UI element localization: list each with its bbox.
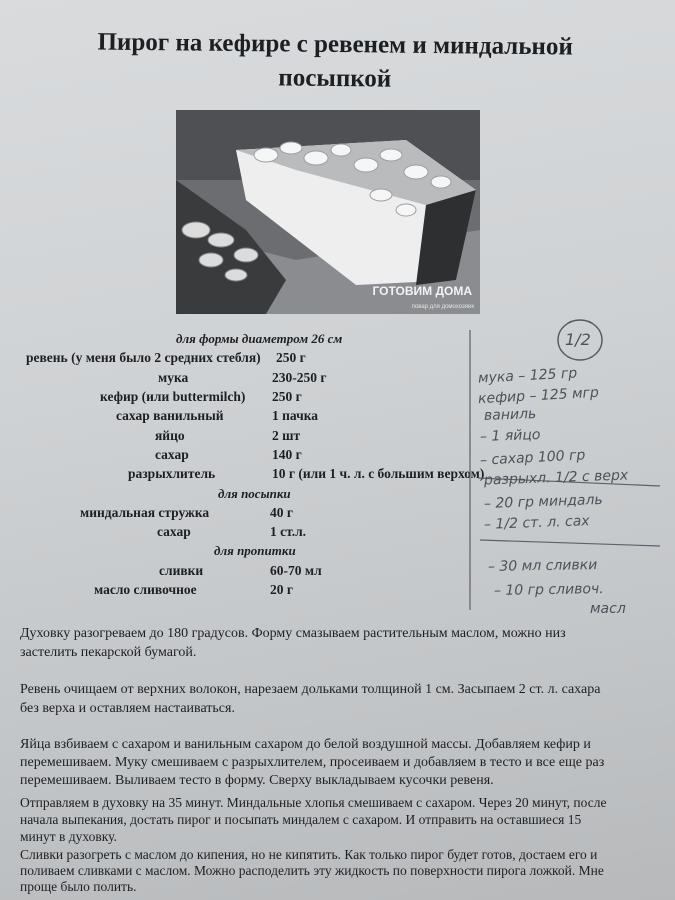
ingredient-amount: 250 г: [272, 389, 302, 404]
ingredient-amount: 20 г: [270, 582, 294, 597]
hand-note: – 1/2 ст. л. сах: [483, 513, 590, 533]
ingredient-amount: 140 г: [272, 447, 302, 462]
step-paragraph: Ревень очищаем от верхних волокон, нарезаем дольками толщиной 1 см. Засыпаем 2 ст. л. сахара без верха и оставляем настаиваться.: [20, 682, 601, 716]
ingredient-name: сахар ванильный: [116, 408, 224, 423]
photo-watermark: ГОТОВИМ ДОМА: [372, 284, 472, 298]
step-paragraph: Сливки разогреть с маслом до кипения, но не кипятить. Как только пирог будет готов, достаем его и поливаем сливками с маслом. Можно расподелить эту жидкость по поверхности пирога ложкой. Мне проще было полить.: [20, 847, 604, 894]
step-paragraph: Отправляем в духовку на 35 минут. Миндальные хлопья смешиваем с сахаром. Через 20 минут, после начала выпекания, достать пирог и посыпать миндалем с сахаром. И отправить на оставшиеся 15 минут в духовку.: [20, 795, 607, 844]
hand-note: разрыхл. 1/2 с верх: [483, 467, 629, 489]
hand-note: – 10 гр сливоч.: [493, 581, 604, 599]
section-topping: для посыпки: [218, 486, 291, 501]
hand-note: – 20 гр миндаль: [483, 491, 603, 513]
ingredient-name: разрыхлитель: [128, 466, 216, 481]
hand-note: кефир – 125 мгр: [477, 384, 600, 408]
hand-note: мука – 125 гр: [477, 365, 578, 387]
ingredient-name: сахар: [155, 447, 189, 462]
ingredient-amount: 1 пачка: [272, 408, 319, 423]
hand-note: – 1 яйцо: [479, 426, 541, 446]
hand-note: ваниль: [483, 406, 537, 424]
hand-note: – сахар 100 гр: [479, 447, 586, 469]
ingredient-amount: 10 г (или 1 ч. л. с большим верхом): [272, 466, 485, 481]
ingredient-name: миндальная стружка: [80, 505, 210, 520]
ingredient-name: сливки: [159, 563, 204, 578]
ingredient-name: масло сливочное: [94, 582, 197, 597]
recipe-title: Пирог на кефире с ревенем и миндальной посыпкой: [97, 28, 573, 93]
ingredient-name: сахар: [157, 524, 191, 539]
hand-note: масл: [590, 601, 626, 617]
step-paragraph: Яйца взбиваем с сахаром и ванильным сахаром до белой воздушной массы. Добавляем кефир и перемешиваем. Муку смешиваем с разрыхлителем, просеиваем и добавляем в тесто и все еще раз перемешиваем. Выливаем тесто в форму. Сверху выкладываем кусочки ревеня.: [20, 737, 605, 788]
hand-half: 1/2: [565, 330, 591, 349]
step-paragraph: Духовку разогреваем до 180 градусов. Форму смазываем растительным маслом, можно низ застелить пекарской бумагой.: [20, 626, 566, 660]
ingredient-amount: 250 г: [276, 350, 306, 365]
ingredient-amount: 230-250 г: [272, 370, 327, 385]
hand-note: – 30 мл сливки: [487, 557, 598, 575]
ingredient-name: мука: [158, 370, 189, 385]
divider-line: [480, 540, 660, 546]
ingredient-amount: 40 г: [270, 505, 294, 520]
ingredient-name: ревень (у меня было 2 средних стебля): [26, 350, 261, 365]
ingredient-amount: 60-70 мл: [270, 563, 322, 578]
ingredient-name: яйцо: [155, 428, 185, 443]
section-form: для формы диаметром 26 см: [176, 331, 343, 346]
photo-watermark-url: повар для домохозяек: [411, 304, 474, 310]
ingredient-name: кефир (или buttermilch): [100, 389, 246, 404]
section-soak: для пропитки: [214, 543, 296, 558]
ingredient-amount: 1 ст.л.: [270, 524, 307, 539]
ingredient-amount: 2 шт: [272, 428, 301, 443]
